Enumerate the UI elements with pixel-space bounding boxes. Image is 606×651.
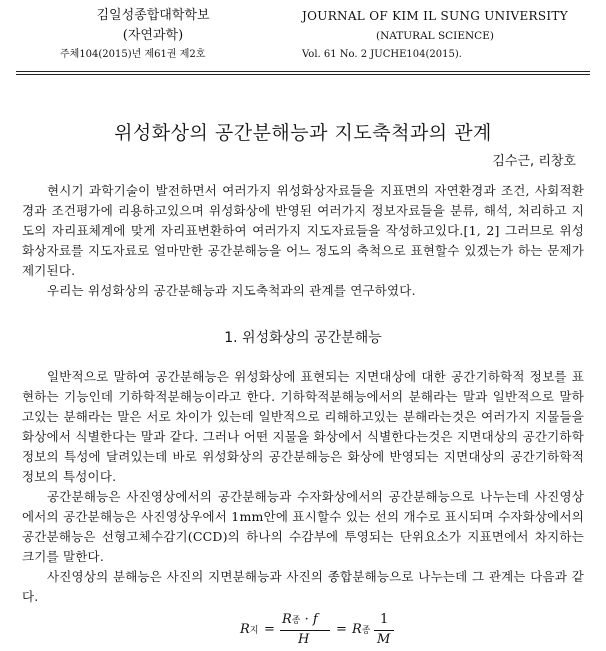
intro-paragraph: 우리는 위성화상의 공간분해능과 지도축척과의 관계를 연구하였다. [47, 283, 416, 298]
issue-info-english: Vol. 61 No. 2 JUCHE104(2015). [302, 49, 462, 60]
journal-subtitle-english: (NATURAL SCIENCE) [376, 30, 494, 42]
article-title: 위성화상의 공간분해능과 지도축척과의 관계 [114, 122, 492, 144]
intro-text [22, 181, 584, 301]
intro-paragraph: 현시기 과학기술이 발전하면서 여러가지 위성화상자료들을 지표면의 자연환경과 조건, 사회적환경과 조건평가에 리용하고있으며 위성화상에 반영된 여러가지 정보자료들을 분류, 해석, 처리하고 지도의 자리표체계에 맞게 자리표변환하여 여러가지 지도자료들을 작성하고있다.[1, 2] 그러므로 위성화상자료를 지도자료로 얼마만한 공간분해능을 어느 정도의 축척으로 표현할수 있겠는가 하는 문제가 제기된다. [22, 183, 584, 278]
formula-lhs: R지 [240, 622, 259, 637]
fraction-bar [280, 630, 330, 631]
header-left-block [38, 6, 268, 64]
journal-header [0, 0, 606, 80]
formula-equals: = [336, 622, 347, 637]
journal-title-english: JOURNAL OF KIM IL SUNG UNIVERSITY [302, 9, 568, 23]
section-body [22, 367, 584, 607]
header-rule-top [16, 71, 590, 72]
formula-denominator-2: M [377, 632, 391, 647]
article-authors: 김수근, 리창호 [492, 154, 576, 169]
journal-subtitle-korean: (자연과학) [122, 28, 184, 43]
section-paragraph: 일반적으로 말하여 공간분해능은 위성화상에 표현되는 지면대상에 대한 공간기하학적 정보를 표현하는 기능인데 기하학적분해능이라고 한다. 기하학적분해능에서의 분해라는 말과 일반적으로 말하고있는 분해라는 말은 서로 차이가 있는데 일반적으로 리해하고있는 분해라는것은 여러가지 지물들을 화상에서 식별한다는 말과 같다. 그러나 어떤 지물을 화상에서 식별한다는것은 지면대상의 공간기하학정보의 특성에 달려있는데 바로 위성화상의 공간분해능은 화상에 반영되는 지면대상의 공간기하학적정보의 특성이다. [22, 369, 584, 484]
issue-info-korean: 주체104(2015)년 제61권 제2호 [60, 49, 206, 60]
section-paragraph: 공간분해능은 사진영상에서의 공간분해능과 수자화상에서의 공간분해능으로 나누는데 사진영상에서의 공간분해능은 사진영상우에서 1mm안에 표시할수 있는 선의 개수로 표시되며 수자화상에서의 공간분해능은 선형고체수감기(CCD)의 하나의 수감부에 투영되는 단위요소가 지표면에서 차지하는 크기를 말한다. [22, 489, 584, 564]
section-paragraph: 사진영상의 분해능은 사진의 지면분해능과 사진의 종합분해능으로 나누는데 그 관계는 다음과 같다. [22, 569, 584, 604]
journal-title-korean: 김일성종합대학학보 [96, 8, 210, 23]
fraction-bar [374, 630, 394, 631]
formula-numerator-2: 1 [380, 612, 389, 627]
formula-middle: R종 [352, 622, 371, 637]
section-heading: 1. 위성화상의 공간분해능 [224, 330, 382, 346]
header-rule-bottom [16, 74, 590, 75]
formula-numerator-1: R종 · f [282, 612, 318, 627]
resolution-formula: R지 = R종 · f H = R종 1 M [240, 612, 440, 648]
formula-denominator-1: H [298, 632, 310, 647]
header-right-block [300, 6, 570, 64]
